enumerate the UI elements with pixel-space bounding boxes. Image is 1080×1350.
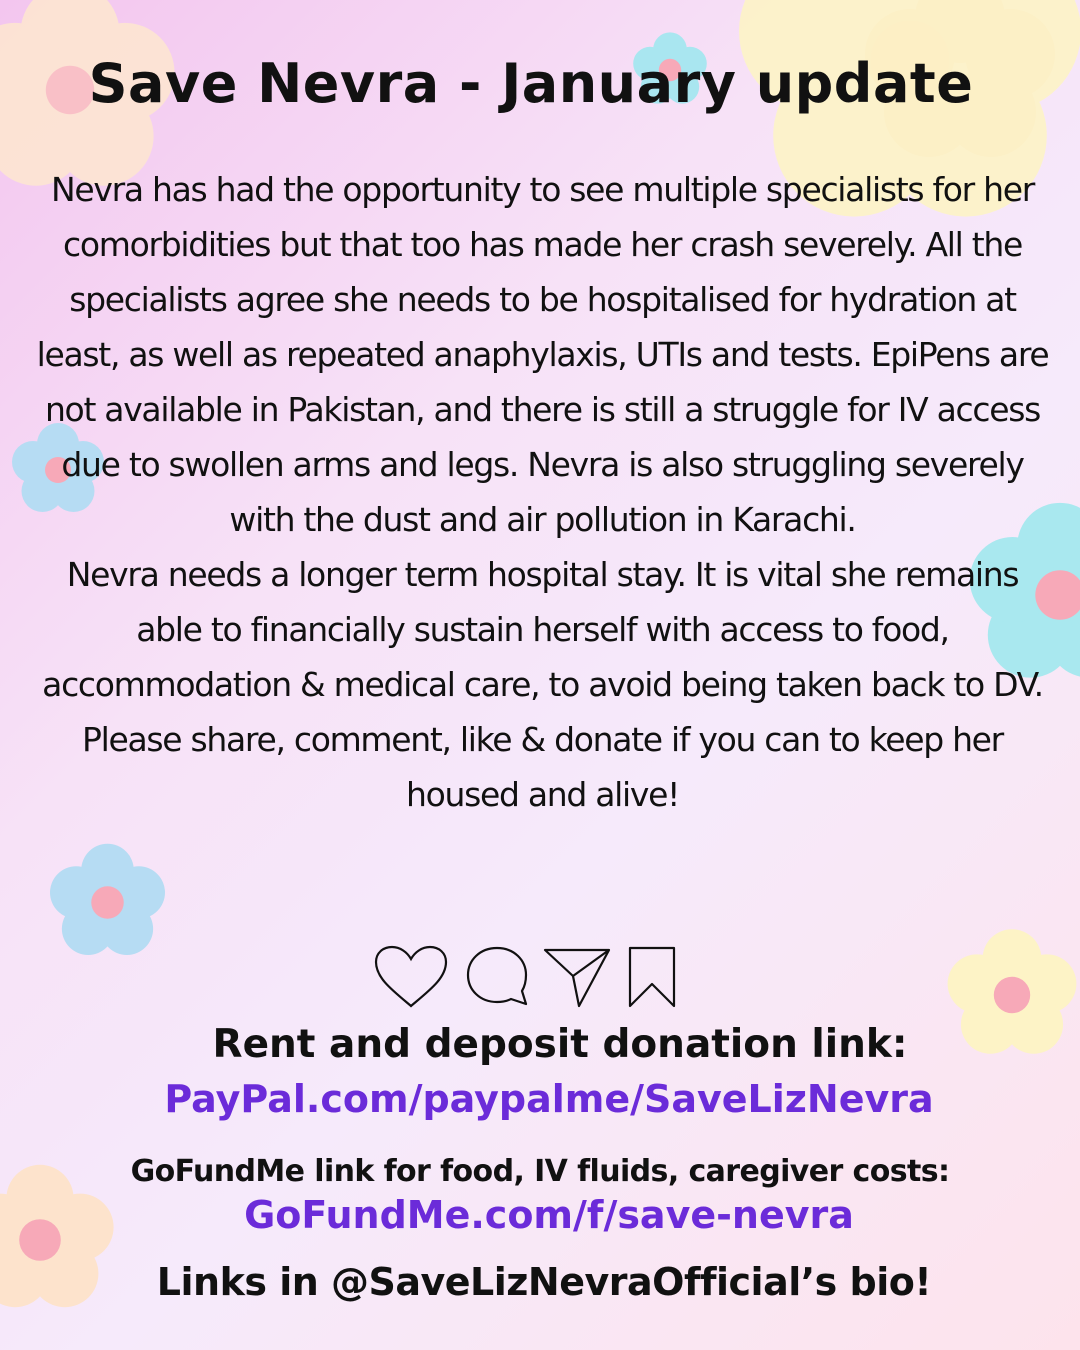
body-paragraph: Please share, comment, like & donate if you can to keep her housed and alive! bbox=[82, 720, 1003, 814]
action-bar bbox=[372, 944, 684, 1014]
paypal-link[interactable]: PayPal.com/paypalme/SaveLizNevra bbox=[164, 1077, 934, 1121]
page-title: Save Nevra - January update bbox=[88, 52, 974, 115]
update-body bbox=[30, 162, 1055, 822]
bio-links-note: Links in @SaveLizNevraOfficial’s bio! bbox=[156, 1260, 932, 1304]
gofundme-heading: GoFundMe link for food, IV fluids, caregiver costs: bbox=[130, 1154, 950, 1189]
rent-donation-heading: Rent and deposit donation link: bbox=[212, 1022, 908, 1067]
share-icon[interactable] bbox=[542, 944, 612, 1010]
gofundme-link[interactable]: GoFundMe.com/f/save-nevra bbox=[244, 1193, 854, 1237]
body-paragraph: Nevra needs a longer term hospital stay. It is vital she remains able to financially sustain herself with access to food, accommodation & medical care, to avoid being taken back to DV. bbox=[42, 555, 1043, 704]
body-paragraph: Nevra has had the opportunity to see multiple specialists for her comorbidities but that too has made her crash severely. All the specialists agree she needs to be hospitalised for hydration at least, as well as repeated anaphylaxis, UTIs and tests. EpiPens are not available in Pakistan, and there is still a struggle for IV access due to swollen arms and legs. Nevra is also struggling severely with the dust and air pollution in Karachi. bbox=[36, 170, 1049, 539]
comment-icon[interactable] bbox=[464, 944, 530, 1010]
bookmark-icon[interactable] bbox=[626, 944, 678, 1010]
heart-icon[interactable] bbox=[372, 944, 450, 1010]
flower-decoration bbox=[45, 840, 170, 965]
